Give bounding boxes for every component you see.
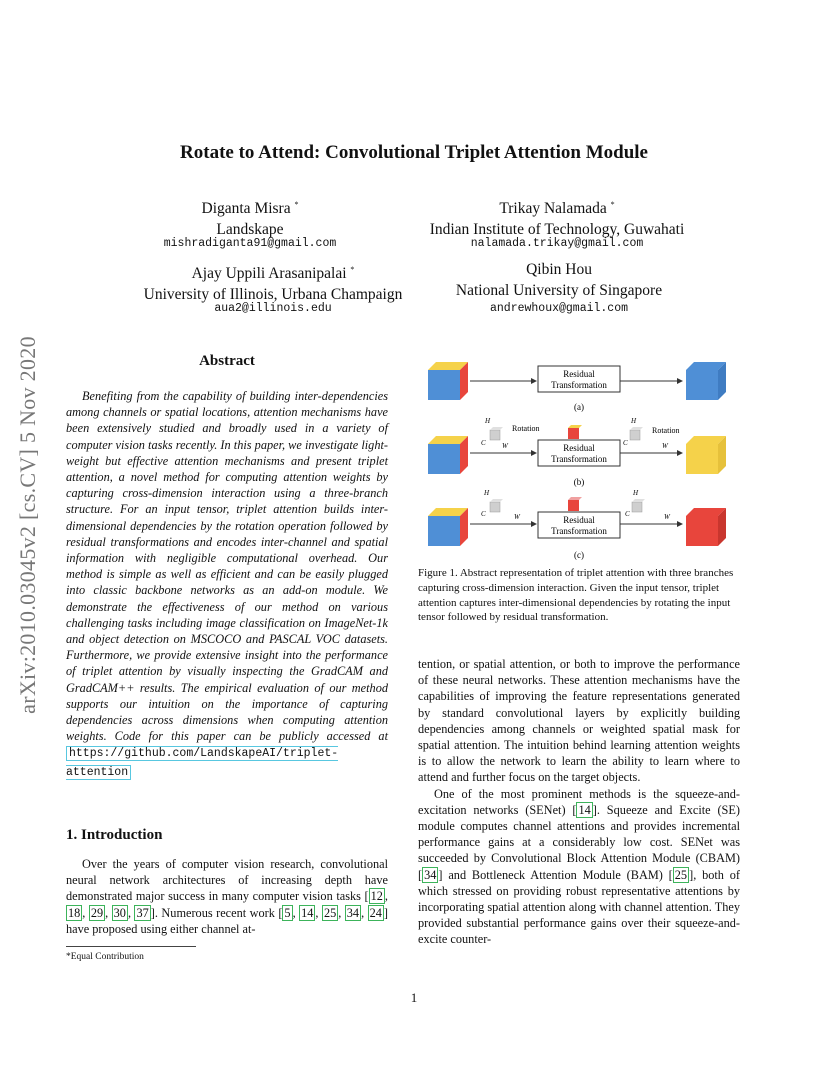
small-tensor-c2: [632, 499, 645, 512]
section-heading-introduction: 1. Introduction: [66, 827, 163, 843]
author-name: Ajay Uppili Arasanipalai: [191, 265, 347, 283]
author-affiliation: National University of Singapore: [455, 282, 663, 299]
axis-h-label: H: [485, 417, 491, 425]
output-tensor-cube-b: [686, 436, 726, 474]
residual-label: Residual: [563, 369, 595, 379]
footnote-rule: [66, 946, 196, 947]
citation[interactable]: 25: [323, 905, 337, 920]
author-name: Diganta Misra: [201, 200, 291, 218]
citation[interactable]: 30: [113, 905, 126, 920]
paragraph-senet: One of the most prominent methods is the squeeze-and-excitation networks (SENet) [ 14 ]. Squeeze and Excite (SE) module computes channel attentions and provides incremental performance gains at a considerably low cost. SENet was succeeded by Convolutional Block Attention Module (CBAM) [ 34 ] and Bottleneck Attention Module (BAM) [ 25 ], both of which stressed on providing robust representative attentions by incorporating spatial attention along with channel attention. They provided substantial performance gains over their squeeze-and-excite counter-: [418, 786, 740, 947]
residual-label: Residual: [563, 515, 595, 525]
author-affiliation: University of Illinois, Urbana Champaign: [143, 286, 403, 304]
small-rotated-tensor-b: [490, 427, 503, 440]
citation[interactable]: 14: [578, 802, 591, 817]
input-tensor-cube-a: [428, 362, 468, 400]
author-name: Qibin Hou: [526, 261, 592, 278]
citation[interactable]: 25: [674, 867, 688, 882]
paragraph-attention: tention, or spatial attention, or both to improve the performance of these neural networks. These attention mechanisms have the capabilities of improving the feature representations generated by standard convolutional layers by explicitly building dependencies among channels or weighted spatial mask for spatial attention. The intuition behind learning attention weights is to allow the network to learn the ability to learn where to attend and further focus on the target objects.: [418, 657, 740, 785]
author-affiliation: Landskape: [216, 221, 284, 239]
author-block-1: Diganta Misra * Landskape: [130, 194, 370, 240]
citation[interactable]: 34: [346, 905, 360, 920]
axis-h-label: H: [484, 489, 490, 497]
axis-w-label: W: [662, 442, 668, 450]
figure-1-caption: Figure 1. Abstract representation of triplet attention with three branches capturing cross-dimension interaction. Given the input tensor, triplet attention captures inter-dimensional dependencies by rotating the input tensor followed by residual transformation.: [418, 567, 734, 624]
citation[interactable]: 24: [369, 905, 382, 920]
citation[interactable]: 14: [301, 905, 314, 920]
axis-c-label: C: [481, 439, 486, 447]
citation[interactable]: 5: [284, 905, 291, 920]
axis-c-label: C: [623, 439, 628, 447]
rotation-label: Rotation: [512, 424, 540, 433]
footnote: *Equal Contribution: [66, 952, 144, 962]
axis-h-label: H: [633, 489, 639, 497]
citation[interactable]: 34: [424, 867, 437, 882]
right-column-text: [418, 656, 740, 948]
transformation-label: Transformation: [551, 380, 607, 390]
citation[interactable]: 18: [68, 905, 81, 920]
figure-1-diagram: [418, 350, 740, 564]
panel-label-a: (a): [574, 402, 584, 412]
author-name: Trikay Nalamada: [499, 200, 607, 218]
citation[interactable]: 29: [90, 905, 104, 920]
author-affiliation: Indian Institute of Technology, Guwahati: [429, 221, 685, 239]
axis-h-label: H: [631, 417, 637, 425]
axis-w-label: W: [502, 442, 508, 450]
arxiv-side-identifier: arXiv:2010.03045v2 [cs.CV] 5 Nov 2020: [15, 336, 40, 714]
author-block-3: Ajay Uppili Arasanipalai * University of Illinois, Urbana Champaign: [120, 259, 426, 305]
input-tensor-cube-b: [428, 436, 468, 474]
axis-w-label: W: [514, 513, 520, 521]
abstract-text: Benefiting from the capability of building inter-dependencies among channels or spatial locations, attention mechanisms have been extensively studied and broadly used in a variety of computer vision tasks recently. In this paper, we investigate light-weight but effective attention mechanisms and present triplet attention, a novel method for computing attention weights by capturing cross-dimension interaction using a three-branch structure. For an input tensor, triplet attention builds inter-dimensional dependencies by the rotation operation followed by residual transformations and encodes inter-channel and spatial information with negligible computational overhead. Our method is simple as well as efficient and can be easily plugged into classic backbone networks as an add-on module. We demonstrate the effectiveness of our method on various challenging tasks including image classification on ImageNet-1k and object detection on MSCOCO and PASCAL VOC datasets. Furthermore, we provide extensive insight into the performance of triplet attention by visually inspecting the GradCAM and GradCAM++ results. The empirical evaluation of our method supports our intuition on the importance of capturing dependencies across dimensions when computing attention weights. Code for this paper can be publicly accessed at: [66, 389, 388, 744]
small-tensor-c: [490, 499, 503, 512]
code-link[interactable]: https://github.com/LandskapeAI/triplet-attention: [66, 747, 339, 779]
small-rotated-tensor-b2: [630, 427, 643, 440]
axis-c-label: C: [625, 510, 630, 518]
author-email[interactable]: andrewhoux@gmail.com: [489, 302, 629, 315]
abstract-body: [66, 388, 388, 781]
transformation-label: Transformation: [551, 526, 607, 536]
author-block-2: Trikay Nalamada * Indian Institute of Technology, Guwahati: [370, 194, 744, 240]
citation[interactable]: 37: [136, 905, 149, 920]
author-block-4: [440, 259, 678, 301]
output-tensor-cube-a: [686, 362, 726, 400]
citation[interactable]: 12: [370, 889, 383, 904]
author-email[interactable]: aua2@illinois.edu: [214, 302, 332, 315]
residual-label: Residual: [563, 443, 595, 453]
author-email[interactable]: mishradiganta91@gmail.com: [163, 237, 337, 250]
rotation-label: Rotation: [652, 426, 680, 435]
panel-label-c: (c): [574, 550, 584, 560]
page-number: 1: [410, 990, 418, 1005]
panel-label-b: (b): [573, 477, 585, 487]
input-tensor-cube-c: [428, 508, 468, 546]
rotated-face-b: [568, 425, 582, 439]
abstract-heading: Abstract: [199, 353, 255, 369]
intro-paragraph: Over the years of computer vision research, convolutional neural network architectures of increasing depth have demonstrated major success in many computer vision tasks [ 12 , 18 , 29 , 30 , 37 ]. Numerous recent work [ 5 , 14 , 25 , 34 , 24 ] have proposed using either channel at-: [66, 857, 388, 936]
axis-c-label: C: [481, 510, 486, 518]
transformation-label: Transformation: [551, 454, 607, 464]
paper-title: Rotate to Attend: Convolutional Triplet Attention Module: [180, 142, 648, 163]
output-tensor-cube-c: [686, 508, 726, 546]
axis-w-label: W: [664, 513, 670, 521]
channel-face-c: [568, 497, 582, 511]
author-email[interactable]: nalamada.trikay@gmail.com: [470, 237, 644, 250]
